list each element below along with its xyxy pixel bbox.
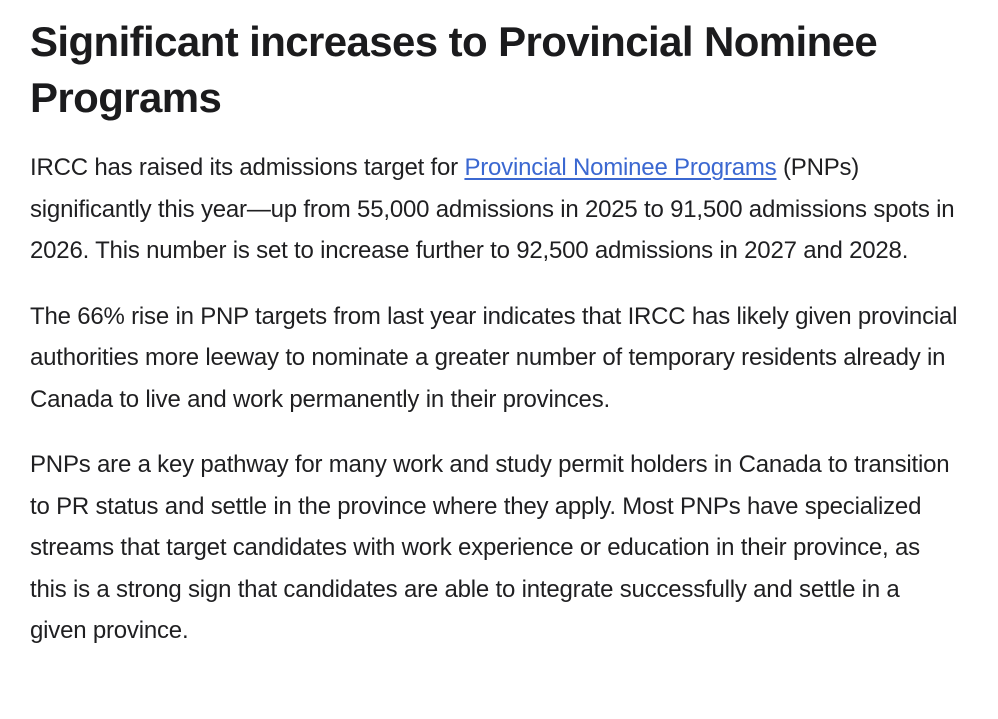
paragraph-pnp-pathway: PNPs are a key pathway for many work and study permit holders in Canada to transition to PR status and settle in the province where they apply. Most PNPs have specialized streams that target candidates with work experience or education in their province, as this is a strong sign that candidates are able to integrate successfully and settle in a given province.	[30, 451, 950, 644]
paragraph-text-pre-link: IRCC has raised its admissions target for	[30, 154, 465, 181]
paragraph-text-post-link: (PNPs) significantly this year—up from 55,000 admissions in 2025 to 91,500 admissions spots in 2026. This number is set to increase further to 92,500 admissions in 2027 and 2028.	[30, 154, 955, 264]
paragraph-admissions-target	[30, 147, 962, 272]
page-title: Significant increases to Provincial Nominee Programs	[30, 18, 878, 121]
paragraph-pnp-target-rise: The 66% rise in PNP targets from last year indicates that IRCC has likely given provincial authorities more leeway to nominate a greater number of temporary residents already in Canada to live and work permanently in their provinces.	[30, 302, 958, 413]
provincial-nominee-programs-link[interactable]: Provincial Nominee Programs	[464, 154, 777, 181]
